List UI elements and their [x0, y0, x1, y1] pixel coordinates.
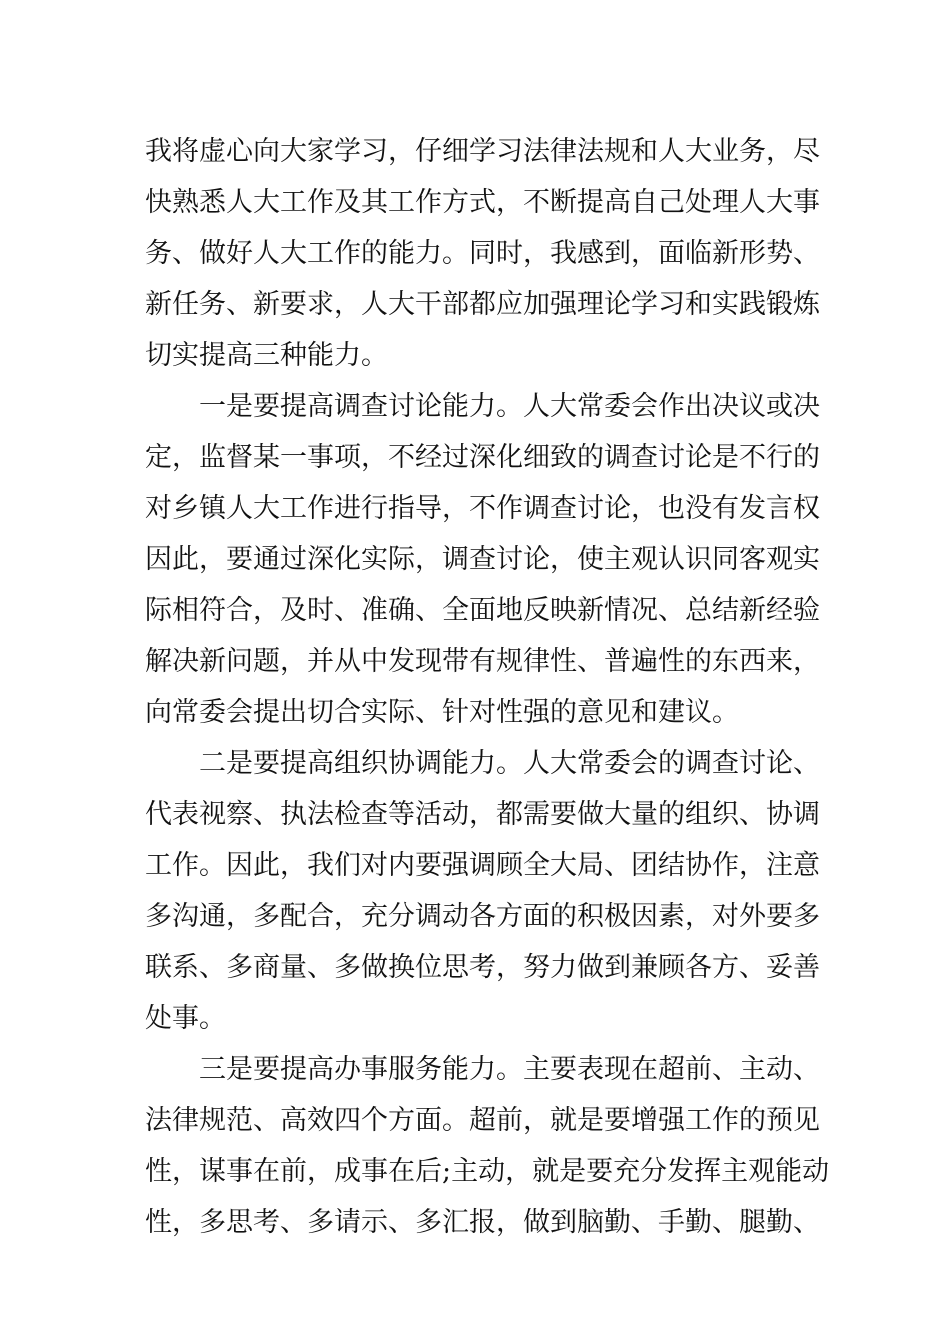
paragraph-point-1-line-4: 因此，要通过深化实际，调查讨论，使主观认识同客观实 [145, 544, 820, 575]
paragraph-point-1-line-5: 际相符合，及时、准确、全面地反映新情况、总结新经验 [145, 595, 820, 626]
document-body [145, 126, 830, 1248]
paragraph-point-2-line-1: 二是要提高组织协调能力。人大常委会的调查讨论、 [199, 748, 820, 779]
paragraph-point-1-line-1: 一是要提高调查讨论能力。人大常委会作出决议或决 [199, 391, 820, 422]
paragraph-point-2-line-6: 处事。 [145, 1003, 226, 1034]
paragraph-point-3-line-1: 三是要提高办事服务能力。主要表现在超前、主动、 [199, 1054, 820, 1085]
paragraph-point-1-line-6: 解决新问题，并从中发现带有规律性、普遍性的东西来， [145, 646, 820, 677]
paragraph-point-2-line-3: 工作。因此，我们对内要强调顾全大局、团结协作，注意 [145, 850, 820, 881]
paragraph-point-1-line-7: 向常委会提出切合实际、针对性强的意见和建议。 [145, 697, 739, 728]
paragraph-point-1-line-2: 定，监督某一事项，不经过深化细致的调查讨论是不行的 [145, 442, 820, 473]
paragraph-intro-line-3: 务、做好人大工作的能力。同时，我感到，面临新形势、 [145, 238, 820, 269]
paragraph-intro-line-5: 切实提高三种能力。 [145, 340, 388, 371]
paragraph-point-2-line-5: 联系、多商量、多做换位思考，努力做到兼顾各方、妥善 [145, 952, 820, 983]
paragraph-point-3-line-4: 性，多思考、多请示、多汇报，做到脑勤、手勤、腿勤、 [145, 1207, 820, 1238]
paragraph-intro-line-2: 快熟悉人大工作及其工作方式，不断提高自己处理人大事 [145, 187, 820, 218]
paragraph-point-2-line-4: 多沟通，多配合，充分调动各方面的积极因素，对外要多 [145, 901, 820, 932]
paragraph-point-3-line-2: 法律规范、高效四个方面。超前，就是要增强工作的预见 [145, 1105, 820, 1136]
paragraph-intro-line-4: 新任务、新要求，人大干部都应加强理论学习和实践锻炼 [145, 289, 820, 320]
paragraph-point-1-line-3: 对乡镇人大工作进行指导，不作调查讨论，也没有发言权 [145, 493, 820, 524]
paragraph-point-2-line-2: 代表视察、执法检查等活动，都需要做大量的组织、协调 [145, 799, 820, 830]
paragraph-point-3-line-3: 性，谋事在前，成事在后;主动，就是要充分发挥主观能动 [145, 1156, 830, 1187]
paragraph-intro-line-1: 我将虚心向大家学习，仔细学习法律法规和人大业务，尽 [145, 136, 820, 167]
